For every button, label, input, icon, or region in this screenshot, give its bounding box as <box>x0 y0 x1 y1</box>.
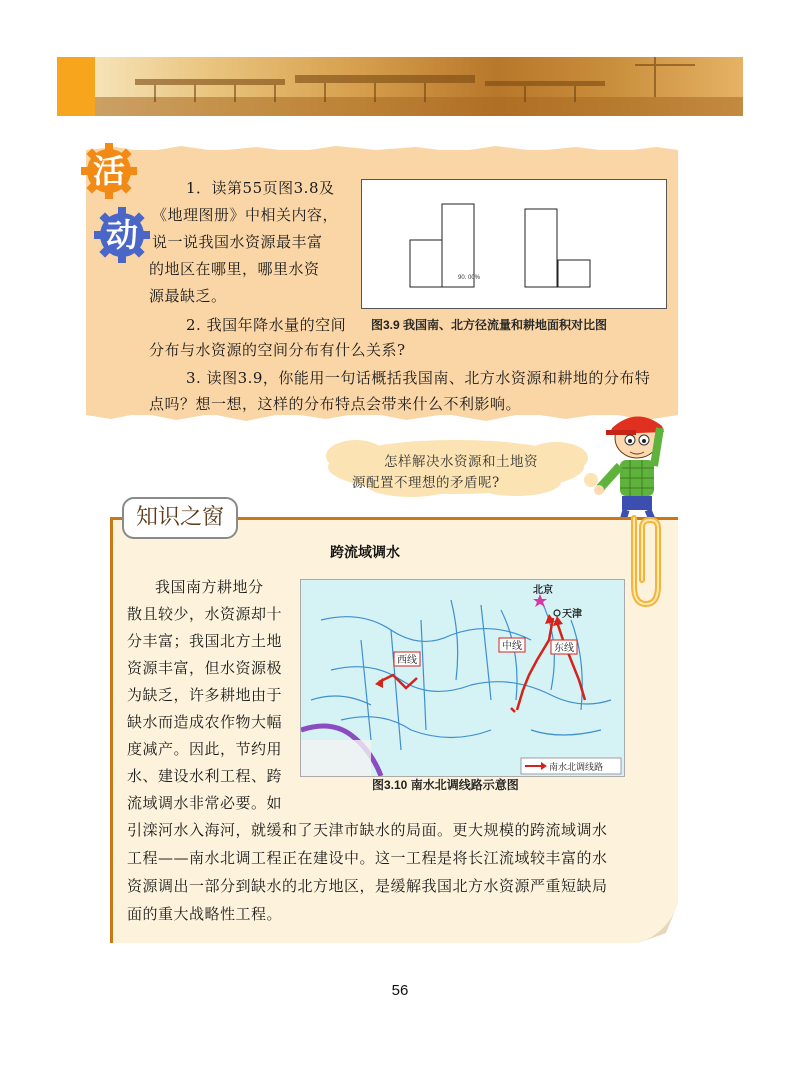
label-middle-route: 中线 <box>502 641 522 652</box>
q2-line-1: 2. 我国年降水量的空间 <box>186 316 347 334</box>
figure-3-10-map <box>300 579 625 777</box>
bar-group2-right <box>558 260 590 287</box>
kw-left-line-2: 散且较少，水资源却十 <box>127 605 283 623</box>
paperclip-icon <box>622 514 668 610</box>
bar-group1-left <box>410 240 442 287</box>
q3-line-1: 3. 读图3.9，你能用一句话概括我国南、北方水资源和耕地的分布特 <box>186 369 651 387</box>
kw-full-line-2: 工程——南水北调工程正在建设中。这一工程是将长江流域较丰富的水 <box>127 849 608 867</box>
figure-3-9-caption: 图3.9 我国南、北方径流量和耕地面积对比图 <box>371 318 608 332</box>
activity-badge-dong <box>93 206 151 264</box>
badge-dong-text: 动 <box>105 216 138 254</box>
q2-line-2: 分布与水资源的空间分布有什么关系? <box>149 341 406 359</box>
kw-full-line-3: 资源调出一部分到缺水的北方地区，是缓解我国北方水资源严重短缺局 <box>127 877 608 895</box>
knowledge-window-title: 知识之窗 <box>122 497 238 539</box>
label-tianjin: 天津 <box>562 609 582 620</box>
kw-left-line-1: 我国南方耕地分 <box>155 578 264 596</box>
q1-line-5: 源最缺乏。 <box>149 287 227 305</box>
label-west-route: 西线 <box>397 655 417 666</box>
knowledge-heading: 跨流域调水 <box>330 545 400 561</box>
kw-left-line-6: 缺水而造成农作物大幅 <box>127 713 283 731</box>
bar-data-label: 90. 00% <box>458 275 481 281</box>
header-banner-image <box>95 57 743 116</box>
page-number: 56 <box>391 982 409 999</box>
activity-badge-huo <box>80 142 138 200</box>
kw-left-line-8: 水、建设水利工程、跨 <box>127 767 283 785</box>
figure-3-9-chart <box>361 179 667 309</box>
bar-group2-left <box>525 209 557 287</box>
q1-line-2: 《地理图册》中相关内容， <box>152 206 339 224</box>
legend-label: 南水北调线路 <box>549 763 604 773</box>
q3-line-2: 点吗？想一想，这样的分布特点会带来什么不利影响。 <box>149 395 522 413</box>
bubble-line-2: 源配置不理想的矛盾呢? <box>352 475 500 491</box>
header-orange-block <box>57 57 95 116</box>
kw-full-line-1: 引滦河水入海河，就缓和了天津市缺水的局面。更大规模的跨流域调水 <box>127 821 608 839</box>
kw-full-line-4: 面的重大战略性工程。 <box>127 905 283 923</box>
bubble-line-1: 怎样解决水资源和土地资 <box>384 454 538 470</box>
label-east-route: 东线 <box>554 643 574 654</box>
badge-huo-text: 活 <box>92 152 125 190</box>
q1-line-3: 说一说我国水资源最丰富 <box>152 233 323 251</box>
q1-line-1: 1．读第55页图3.8及 <box>186 179 335 197</box>
page-curl-icon <box>638 903 678 943</box>
kw-left-line-4: 资源丰富，但水资源极 <box>127 659 283 677</box>
figure-3-10-caption: 图3.10 南水北调线路示意图 <box>372 778 519 792</box>
kw-left-line-3: 分丰富；我国北方土地 <box>127 632 283 650</box>
kw-left-line-5: 为缺乏，许多耕地由于 <box>127 686 283 704</box>
kw-left-line-9: 流域调水非常必要。如 <box>127 794 283 812</box>
kw-left-line-7: 度减产。因此，节约用 <box>127 740 283 758</box>
q1-line-4: 的地区在哪里，哪里水资 <box>149 260 320 278</box>
label-beijing: 北京 <box>533 585 553 596</box>
